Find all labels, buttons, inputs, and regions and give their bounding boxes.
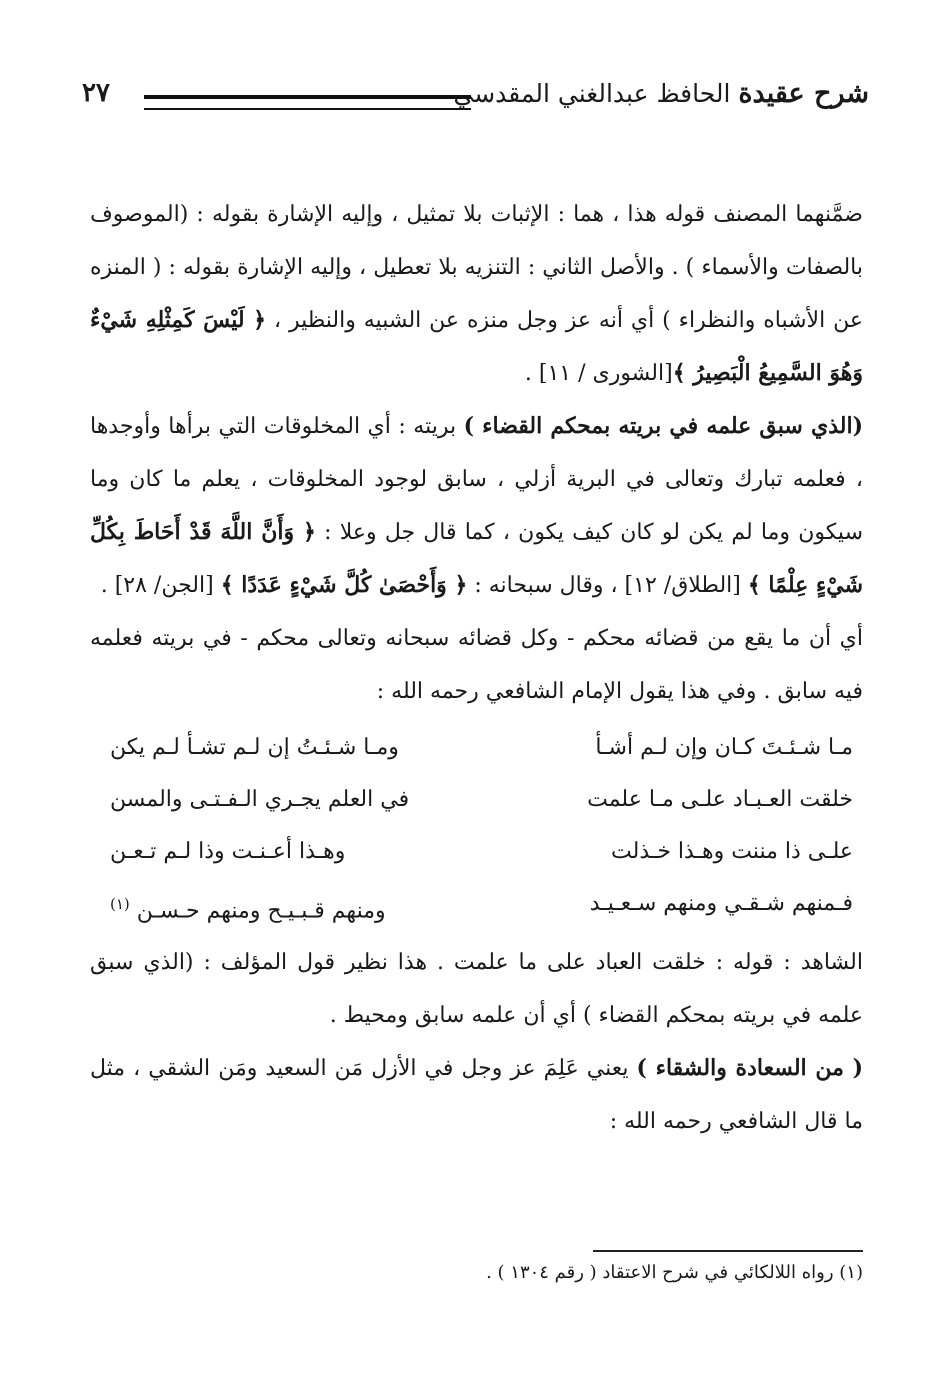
verse-second-hemistich: في العلم يجـري الـفـتـى والمسن (110, 787, 410, 812)
verse-first-hemistich: علـى ذا مننت وهـذا خـذلت (611, 839, 853, 864)
footnote-separator (593, 1250, 863, 1252)
book-title (453, 78, 869, 109)
paragraph-1 (90, 188, 863, 400)
verse-second-hemistich-text: ومنهم قـبـيـح ومنهم حـسـن (136, 898, 386, 924)
quran-verse-jinn: ﴿ وَأَحْصَىٰ كُلَّ شَيْءٍ عَدَدًا ﴾ (220, 572, 468, 598)
paragraph-2-text: بريته : أي المخلوقات التي برأها وأوجدها ، فعلمه تبارك وتعالى في البرية أزلي ، سابق لوجود المخلوقات ، يعلم ما كان وما سيكون وما لم يكن لو كان كيف يكون ، كما قال جل وعلا : (90, 414, 863, 545)
verse-first-hemistich: فـمنهم شـقـي ومنهم سـعـيـد (589, 891, 853, 916)
book-title-rest: الحافظ عبدالغني المقدسي (453, 79, 731, 108)
footnote-marker: (١) (110, 895, 130, 913)
paragraph-2 (90, 400, 863, 612)
poem-verse (90, 826, 853, 878)
book-title-bold: شرح عقيدة (738, 78, 869, 109)
footnote: (١) رواه اللالكائي في شرح الاعتقاد ( رقم ١٣٠٤ ) . (486, 1262, 863, 1283)
matn-quote-1: (الذي سبق علمه في بريته بمحكم القضاء ) (463, 413, 863, 439)
page-number: ٢٧ (82, 78, 110, 108)
verse-reference-jinn: [الجن/ ٢٨] . (100, 573, 221, 598)
paragraph-5-text: يعني عَلِمَ عز وجل في الأزل مَن السعيد ومَن الشقي ، مثل ما قال الشافعي رحمه الله : (90, 1056, 863, 1134)
page-body (90, 188, 863, 1148)
paragraph-3: أي أن ما يقع من قضائه محكم - وكل قضائه سبحانه وتعالى محكم - في بريته فعلمه فيه سابق . وفي هذا يقول الإمام الشافعي رحمه الله : (90, 626, 863, 704)
verse-reference-talaq: [الطلاق/ ١٢] ، وقال سبحانه : (467, 573, 748, 598)
quran-verse-talaq: ﴿ وَأَنَّ اللَّهَ قَدْ أَحَاطَ بِكُلِّ شَيْءٍ عِلْمًا ﴾ (90, 519, 863, 598)
poem-verse (90, 878, 853, 930)
verse-first-hemistich: خلقت العـبـاد علـى مـا علمت (587, 787, 853, 812)
verse-reference-shura: [الشورى / ١١] . (524, 361, 673, 386)
paragraph-1-text: ضمَّنهما المصنف قوله هذا ، هما : الإثبات بلا تمثيل ، وإليه الإشارة بقوله : (الموصوف بالصفات والأسماء ) . والأصل الثاني : التنزيه بلا تعطيل ، وإليه الإشارة بقوله : ( المنزه عن الأشباه والنظراء ) أي أنه عز وجل منزه عن الشبيه والنظير ، (90, 202, 863, 333)
header-rule (144, 95, 471, 110)
paragraph-5 (90, 1042, 863, 1148)
verse-first-hemistich: مـا شـئـتَ كـان وإن لـم أشـأ (595, 735, 853, 760)
running-header (82, 78, 869, 128)
verse-second-hemistich (90, 878, 450, 930)
poem (90, 722, 863, 930)
verse-second-hemistich: وهـذا أعـنـت وذا لـم تـعـن (110, 839, 346, 864)
poem-verse (90, 774, 853, 826)
paragraph-4: الشاهد : قوله : خلقت العباد على ما علمت . هذا نظير قول المؤلف : (الذي سبق علمه في بريته بمحكم القضاء ) أي أن علمه سابق ومحيط . (90, 950, 863, 1028)
quran-verse-shura: ﴿ لَيْسَ كَمِثْلِهِ شَيْءٌ وَهُوَ السَّمِيعُ الْبَصِيرُ ﴾ (90, 307, 863, 386)
poem-verse (90, 722, 853, 774)
verse-second-hemistich: ومـا شـئـتُ إن لـم تشـأ لـم يكن (110, 735, 399, 760)
matn-quote-2: ( من السعادة والشقاء ) (636, 1055, 863, 1081)
